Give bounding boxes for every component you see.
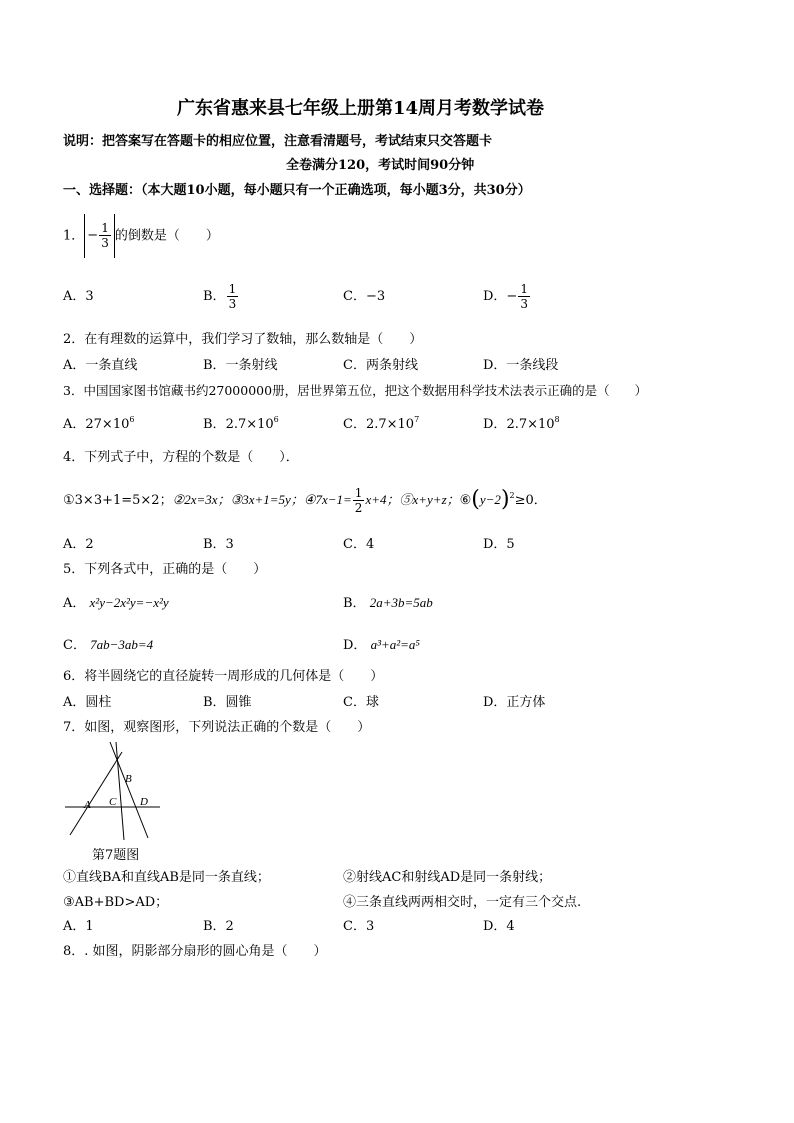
section-heading: 一、选择题：（本大题10小题，每小题只有一个正确选项，每小题3分，共30分） [63, 183, 531, 198]
q3-option-b [203, 416, 279, 434]
expression: 2a+3b=5ab [369, 595, 433, 610]
option-label: B． [203, 289, 226, 304]
figure-caption: 第7题图 [92, 848, 140, 863]
exponent: 7 [414, 415, 420, 424]
option-label: D． [483, 417, 507, 432]
q7-statement-3: ③AB+BD>AD； [63, 895, 169, 910]
q3-option-d [483, 416, 560, 434]
q2-option-d: D．一条线段 [483, 358, 559, 373]
denominator: 3 [228, 297, 237, 311]
absolute-value [84, 214, 115, 258]
q3-option-a [63, 416, 134, 434]
q6-option-d: D．正方体 [483, 695, 546, 710]
point-label-c: C [109, 796, 117, 808]
fraction [518, 282, 530, 311]
stem-text: 的倒数是（ ） [114, 228, 219, 244]
question-8-stem: 8．. 如图，阴影部分扇形的圆心角是（ ） [63, 944, 327, 959]
fraction [99, 221, 111, 250]
option-label: A． [63, 417, 86, 432]
q4-option-b: B．3 [203, 537, 234, 552]
option-label: A． [63, 596, 86, 611]
q4-option-c: C．4 [343, 537, 375, 552]
q7-statement-4: ④三条直线两两相交时，一定有三个交点. [343, 895, 582, 910]
denominator: 2 [354, 501, 363, 515]
expr-5: ⑤x+y+z； [399, 492, 460, 507]
q7-option-b: B．2 [203, 919, 234, 934]
numerator: 1 [228, 282, 237, 296]
instructions: 说明：把答案写在答题卡的相应位置，注意看清题号，考试结束只交答题卡 [63, 134, 493, 149]
question-6-stem: 6．将半圆绕它的直径旋转一周形成的几何体是（ ） [63, 669, 384, 684]
q2-option-b: B．一条射线 [203, 358, 278, 373]
question-number: 1． [63, 228, 85, 244]
expr-6-pre: ⑥ [459, 493, 472, 508]
base: 2.7×10 [506, 417, 555, 432]
expr-3: ③3x+1=5y； [230, 492, 304, 507]
minus-sign: − [87, 228, 99, 243]
q1-option-c: C．−3 [343, 289, 386, 304]
fraction [227, 282, 239, 311]
line-through-b-d [110, 742, 148, 838]
fraction [353, 486, 365, 515]
q7-option-d: D．4 [483, 919, 515, 934]
expr-6-inner: y−2 [479, 492, 501, 507]
numerator: 1 [101, 221, 109, 235]
line-through-c [116, 742, 124, 840]
q6-option-a: A．圆柱 [63, 695, 112, 710]
q7-statement-1: ①直线BA和直线AB是同一条直线； [63, 870, 270, 885]
question-5-stem: 5．下列各式中，正确的是（ ） [63, 562, 267, 577]
option-label: D． [343, 638, 367, 653]
q2-option-a: A．一条直线 [63, 358, 138, 373]
q1-option-a: A．3 [63, 289, 94, 304]
point-label-d: D [140, 796, 148, 808]
denominator: 3 [520, 297, 528, 311]
numerator: 1 [520, 282, 528, 296]
q6-option-c: C．球 [343, 695, 379, 710]
q5-option-a [63, 594, 169, 613]
expr-6-post: ≥0． [514, 493, 547, 508]
q4-option-a: A．2 [63, 537, 94, 552]
option-label: D．− [483, 289, 518, 304]
expression: a³+a²=a⁵ [370, 637, 420, 652]
q3-option-c [343, 416, 419, 434]
option-label: B． [203, 417, 226, 432]
base: 2.7×10 [365, 417, 415, 432]
q7-figure [60, 740, 170, 845]
q7-option-a: A．1 [63, 919, 94, 934]
q4-option-d: D．5 [483, 537, 515, 552]
denominator: 3 [101, 236, 109, 250]
total-score-time: 全卷满分120，考试时间90分钟 [286, 158, 475, 173]
option-label: C． [343, 417, 366, 432]
expression: 7ab−3ab=4 [90, 637, 154, 652]
exponent: 6 [129, 415, 135, 424]
question-1-stem [63, 214, 219, 258]
q6-option-b: B．圆锥 [203, 695, 252, 710]
q4-expressions [63, 481, 547, 519]
line-through-a-b [70, 752, 122, 835]
expr-1: ①3×3+1=5×2； [63, 493, 173, 508]
option-label: C． [63, 638, 86, 653]
exponent: 6 [273, 415, 279, 424]
question-3-stem: 3．中国国家图书馆藏书约27000000册，居世界第五位，把这个数据用科学技术法表示正确的是（ ） [63, 383, 648, 398]
question-2-stem: 2．在有理数的运算中，我们学习了数轴，那么数轴是（ ） [63, 332, 423, 347]
base: 2.7×10 [225, 417, 274, 432]
q1-option-d [483, 278, 531, 316]
q5-option-b [343, 594, 433, 613]
point-label-a: A [84, 799, 91, 811]
expression: x²y−2x²y=−x²y [89, 595, 169, 610]
question-4-stem: 4．下列式子中，方程的个数是（ ）． [63, 450, 299, 465]
q5-option-d [343, 636, 420, 655]
q5-option-c [63, 636, 153, 655]
option-label: B． [343, 596, 366, 611]
q1-option-b [203, 278, 239, 316]
base: 27×10 [85, 417, 130, 432]
q7-option-c: C．3 [343, 919, 375, 934]
expr-2: ②2x=3x； [172, 492, 231, 507]
exponent: 8 [554, 415, 560, 424]
page-title: 广东省惠来县七年级上册第14周月考数学试卷 [177, 98, 545, 119]
numerator: 1 [354, 486, 363, 500]
point-label-b: B [125, 773, 132, 785]
question-7-stem: 7．如图，观察图形，下列说法正确的个数是（ ） [63, 720, 371, 735]
q2-option-c: C．两条射线 [343, 358, 418, 373]
exponent: 2 [509, 491, 515, 500]
paren-left: ( [471, 487, 480, 512]
expr-4-pre: ④7x−1= [303, 492, 352, 507]
q7-statement-2: ②射线AC和射线AD是同一条射线； [343, 870, 552, 885]
expr-4-post: x+4； [365, 492, 400, 507]
paren-right: ) [500, 487, 510, 512]
